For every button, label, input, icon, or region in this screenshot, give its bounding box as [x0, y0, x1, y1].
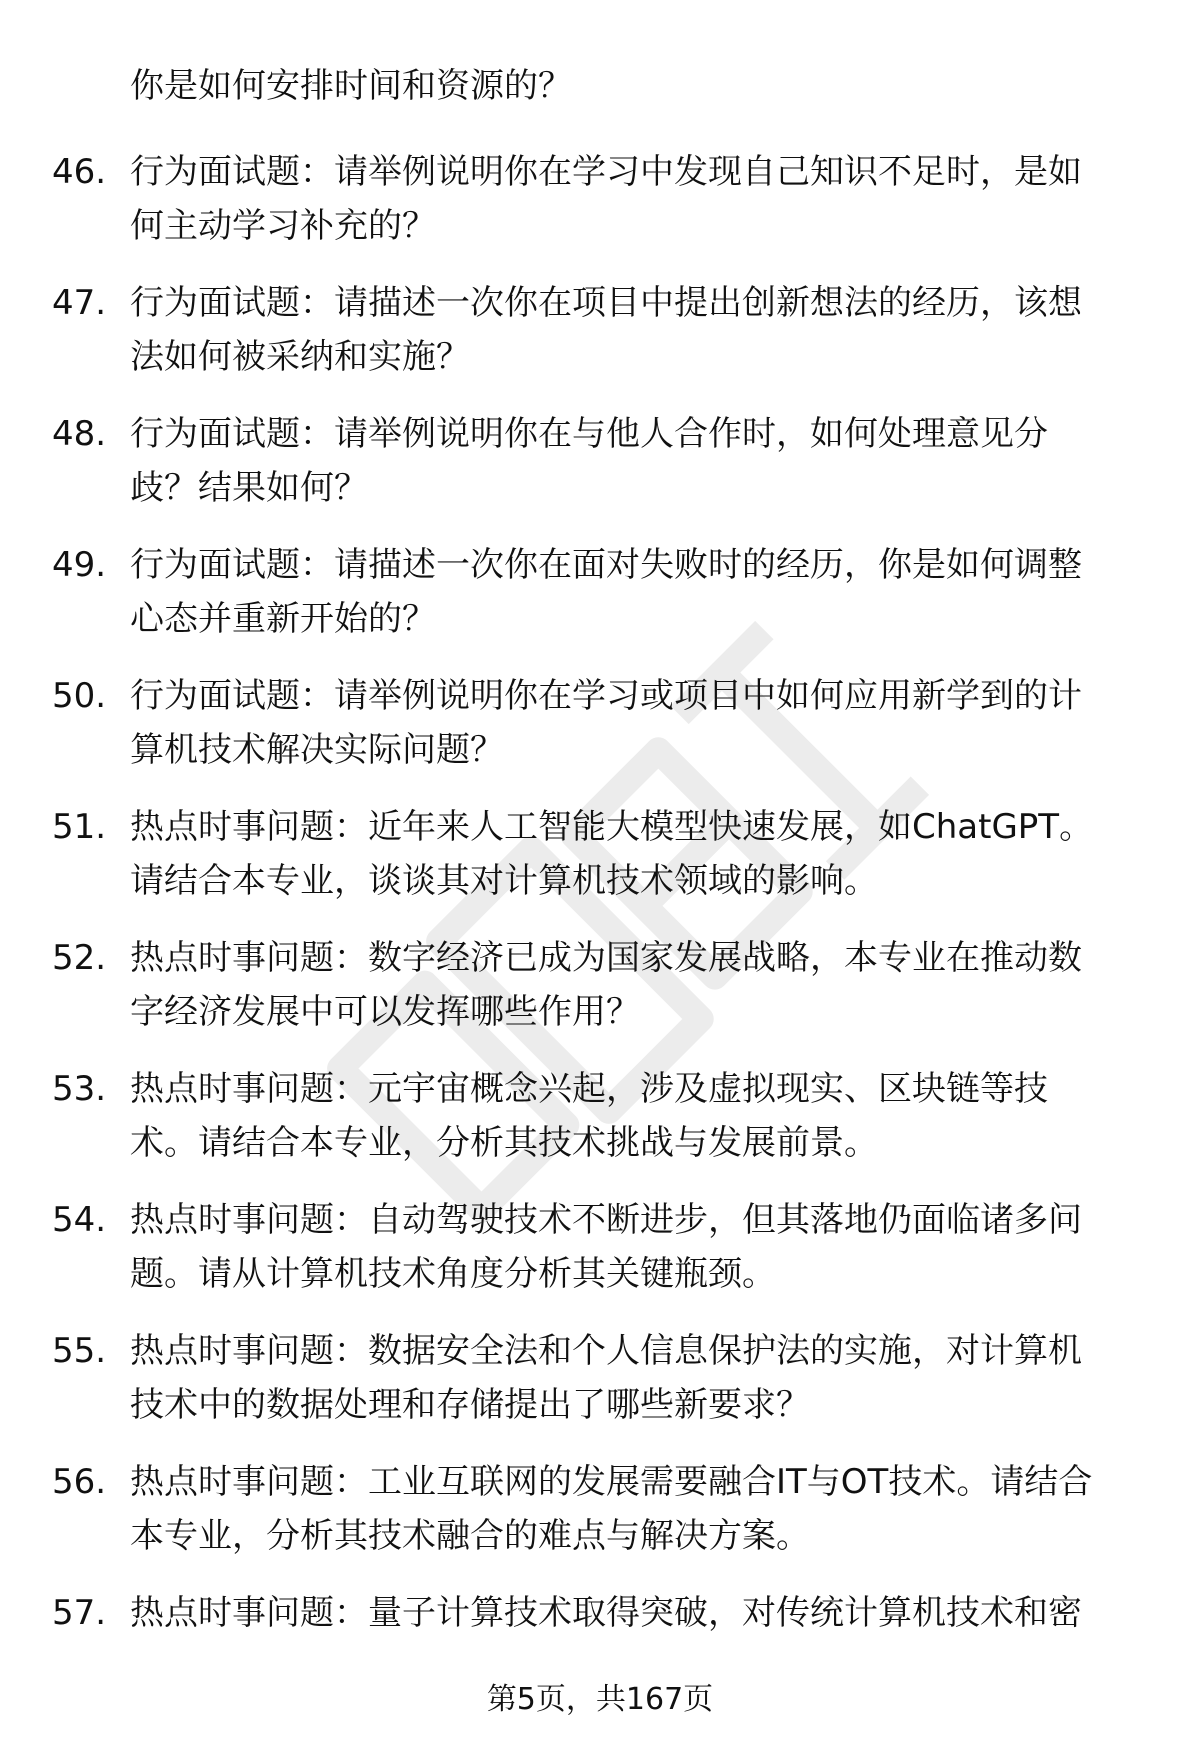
question-line: 行为面试题：请举例说明你在学习或项目中如何应用新学到的计 — [130, 676, 1082, 716]
question-number: 53. — [52, 1069, 107, 1109]
question-number: 48. — [52, 414, 107, 454]
question-line: 热点时事问题：工业互联网的发展需要融合IT与OT技术。请结合 — [130, 1462, 1093, 1502]
question-text — [130, 1324, 1140, 1432]
question-text — [130, 1586, 1140, 1640]
question-text — [130, 538, 1140, 646]
question-text — [130, 1455, 1140, 1563]
question-text — [130, 145, 1140, 253]
question-number: 47. — [52, 283, 107, 323]
question-line: 行为面试题：请描述一次你在面对失败时的经历，你是如何调整 — [130, 545, 1082, 585]
question-line: 热点时事问题：量子计算技术取得突破，对传统计算机技术和密 — [130, 1593, 1082, 1633]
continuation-line: 你是如何安排时间和资源的？ — [130, 66, 572, 106]
question-number: 46. — [52, 152, 107, 192]
question-line: 行为面试题：请描述一次你在项目中提出创新想法的经历，该想 — [130, 283, 1082, 323]
question-text — [130, 931, 1140, 1039]
question-number: 56. — [52, 1462, 107, 1502]
question-number: 50. — [52, 676, 107, 716]
question-line: 热点时事问题：元宇宙概念兴起，涉及虚拟现实、区块链等技 — [130, 1069, 1048, 1109]
question-text — [130, 669, 1140, 777]
question-item-51 — [0, 800, 1200, 931]
page-footer: 第5页，共167页 — [486, 1682, 714, 1717]
question-number: 54. — [52, 1200, 107, 1240]
question-item-54 — [0, 1193, 1200, 1324]
question-number: 52. — [52, 938, 107, 978]
question-item-55 — [0, 1324, 1200, 1455]
question-number: 49. — [52, 545, 107, 585]
question-line: 法如何被采纳和实施？ — [130, 337, 470, 377]
question-line: 术。请结合本专业，分析其技术挑战与发展前景。 — [130, 1123, 878, 1163]
question-item-53 — [0, 1062, 1200, 1193]
question-line: 热点时事问题：自动驾驶技术不断进步，但其落地仍面临诸多问 — [130, 1200, 1082, 1240]
question-text — [130, 1193, 1140, 1301]
question-item-49 — [0, 538, 1200, 669]
question-line: 行为面试题：请举例说明你在与他人合作时，如何处理意见分 — [130, 414, 1048, 454]
question-text — [130, 800, 1140, 908]
question-number: 57. — [52, 1593, 107, 1633]
question-item-52 — [0, 931, 1200, 1062]
question-item-46 — [0, 145, 1200, 276]
question-number: 55. — [52, 1331, 107, 1371]
question-list — [0, 145, 1200, 1717]
question-line: 热点时事问题：数字经济已成为国家发展战略，本专业在推动数 — [130, 938, 1082, 978]
question-item-56 — [0, 1455, 1200, 1586]
question-line: 热点时事问题：数据安全法和个人信息保护法的实施，对计算机 — [130, 1331, 1082, 1371]
question-line: 请结合本专业，谈谈其对计算机技术领域的影响。 — [130, 861, 878, 901]
question-line: 算机技术解决实际问题？ — [130, 730, 504, 770]
question-line: 字经济发展中可以发挥哪些作用？ — [130, 992, 640, 1032]
question-line: 热点时事问题：近年来人工智能大模型快速发展，如ChatGPT。 — [130, 807, 1094, 847]
question-item-47 — [0, 276, 1200, 407]
question-line: 本专业，分析其技术融合的难点与解决方案。 — [130, 1516, 810, 1556]
question-item-48 — [0, 407, 1200, 538]
question-line: 技术中的数据处理和存储提出了哪些新要求？ — [130, 1385, 810, 1425]
question-number: 51. — [52, 807, 107, 847]
question-line: 歧？结果如何？ — [130, 468, 368, 508]
question-line: 心态并重新开始的？ — [130, 599, 436, 639]
question-text — [130, 276, 1140, 384]
question-text — [130, 1062, 1140, 1170]
question-item-50 — [0, 669, 1200, 800]
question-line: 何主动学习补充的？ — [130, 206, 436, 246]
question-text — [130, 407, 1140, 515]
question-line: 题。请从计算机技术角度分析其关键瓶颈。 — [130, 1254, 776, 1294]
question-line: 行为面试题：请举例说明你在学习中发现自己知识不足时，是如 — [130, 152, 1082, 192]
